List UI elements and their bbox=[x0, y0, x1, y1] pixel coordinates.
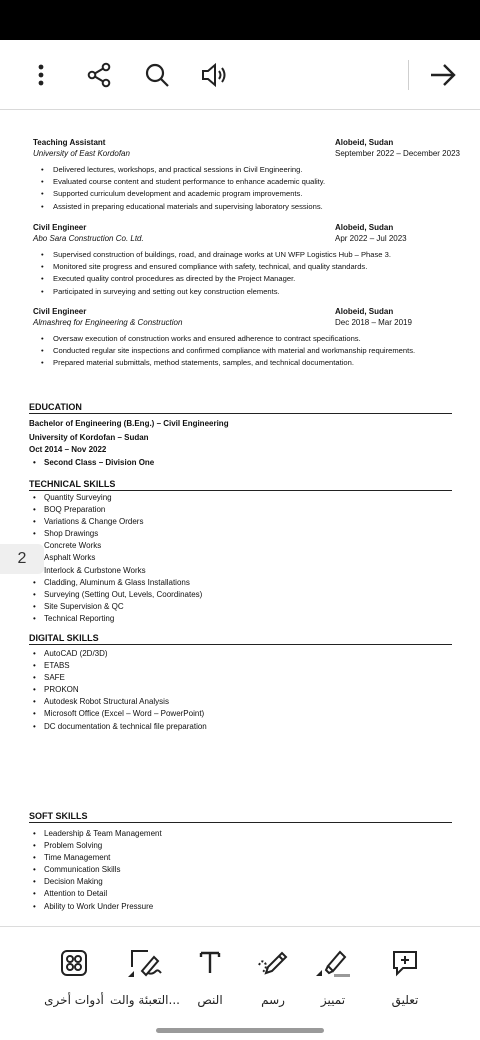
list-item: • Oversaw execution of construction works and ensured adherence to contract specifications. bbox=[33, 333, 433, 345]
list-item: • Communication Skills bbox=[29, 864, 449, 876]
list-item: • Monitored site progress and ensured compliance with safety, technical, and quality standards. bbox=[33, 261, 475, 273]
status-bar bbox=[0, 0, 480, 40]
list-item: • Autodesk Robot Structural Analysis bbox=[29, 696, 449, 708]
list-item: • Interlock & Curbstone Works bbox=[29, 565, 449, 577]
job-dates: Apr 2022 – Jul 2023 bbox=[335, 234, 407, 243]
list-item: • Site Supervision & QC bbox=[29, 601, 449, 613]
bottom-tool-bar bbox=[0, 926, 480, 1040]
section-heading-technical-skills: TECHNICAL SKILLS bbox=[29, 479, 452, 491]
share-icon[interactable] bbox=[82, 58, 116, 92]
more-vert-icon[interactable] bbox=[24, 58, 58, 92]
list-item: • Prepared material submittals, method statements, samples, and technical documentation. bbox=[33, 357, 433, 369]
more-tools[interactable] bbox=[34, 943, 114, 1007]
job-organization: Almashreq for Engineering & Construction bbox=[33, 318, 183, 327]
job-dates: September 2022 – December 2023 bbox=[335, 149, 460, 158]
list-item: • Delivered lectures, workshops, and practical sessions in Civil Engineering. bbox=[33, 164, 475, 176]
job-location: Alobeid, Sudan bbox=[335, 223, 394, 232]
list-item: • Assisted in preparing educational materials and supervising laboratory sessions. bbox=[33, 201, 475, 213]
list-item: • SAFE bbox=[29, 672, 449, 684]
tool-label: التعبئة والت... bbox=[110, 993, 180, 1007]
list-item: • BOQ Preparation bbox=[29, 504, 449, 516]
list-item: • Variations & Change Orders bbox=[29, 516, 449, 528]
education-dates: Oct 2014 – Nov 2022 bbox=[29, 445, 107, 454]
list-item: • AutoCAD (2D/3D) bbox=[29, 648, 449, 660]
top-toolbar bbox=[0, 40, 480, 110]
job-bullets bbox=[33, 249, 475, 298]
job-bullets bbox=[33, 333, 433, 370]
fill-sign-icon bbox=[105, 943, 185, 983]
list-item: • PROKON bbox=[29, 684, 449, 696]
forward-arrow-icon[interactable] bbox=[426, 58, 460, 92]
list-item: • Technical Reporting bbox=[29, 613, 449, 625]
comment-icon bbox=[365, 943, 445, 983]
list-item: • Problem Solving bbox=[29, 840, 449, 852]
more-tools-icon bbox=[34, 943, 114, 983]
tool-label: أدوات أخرى bbox=[44, 993, 104, 1007]
tool-label: تعليق bbox=[391, 993, 419, 1007]
section-heading-education: EDUCATION bbox=[29, 402, 452, 414]
job-organization: University of East Kordofan bbox=[33, 149, 130, 158]
list-item: • Ability to Work Under Pressure bbox=[29, 901, 449, 913]
list-item: • Conducted regular site inspections and confirmed compliance with material and workmanship requirements. bbox=[33, 345, 433, 357]
experience-entry bbox=[33, 138, 475, 213]
page-number-indicator[interactable]: 2 bbox=[0, 544, 44, 574]
education-university: University of Kordofan – Sudan bbox=[29, 433, 149, 442]
job-location: Alobeid, Sudan bbox=[335, 138, 394, 147]
list-item: • Quantity Surveying bbox=[29, 492, 449, 504]
list-item: • Microsoft Office (Excel – Word – PowerPoint) bbox=[29, 708, 449, 720]
technical-skills-list bbox=[29, 492, 449, 625]
job-title: Civil Engineer bbox=[33, 223, 87, 232]
tool-label: رسم bbox=[261, 993, 285, 1007]
education-degree: Bachelor of Engineering (B.Eng.) – Civil Engineering bbox=[29, 419, 229, 428]
education-honors-list bbox=[29, 457, 449, 469]
list-item: • Decision Making bbox=[29, 876, 449, 888]
tool-label: تمييز bbox=[320, 993, 346, 1007]
list-item: • Attention to Detail bbox=[29, 888, 449, 900]
read-aloud-icon[interactable] bbox=[198, 58, 232, 92]
list-item: • Supervised construction of buildings, road, and drainage works at UN WFP Logistics Hub – Phase 3. bbox=[33, 249, 475, 261]
tool-label: النص bbox=[197, 993, 223, 1007]
soft-skills-list bbox=[29, 828, 449, 913]
list-item: • Shop Drawings bbox=[29, 528, 449, 540]
job-bullets bbox=[33, 164, 475, 213]
section-heading-digital-skills: DIGITAL SKILLS bbox=[29, 633, 452, 645]
job-title: Teaching Assistant bbox=[33, 138, 106, 147]
list-item: • DC documentation & technical file preparation bbox=[29, 721, 449, 733]
comment-tool[interactable] bbox=[365, 943, 445, 1007]
job-organization: Abo Sara Construction Co. Ltd. bbox=[33, 234, 144, 243]
list-item: • Asphalt Works bbox=[29, 552, 449, 564]
section-heading-soft-skills: SOFT SKILLS bbox=[29, 811, 452, 823]
list-item: • Evaluated course content and student performance to enhance academic quality. bbox=[33, 176, 475, 188]
list-item: • ETABS bbox=[29, 660, 449, 672]
experience-entry bbox=[33, 223, 475, 298]
list-item: • Participated in surveying and setting out key construction elements. bbox=[33, 286, 475, 298]
list-item: • Second Class – Division One bbox=[29, 457, 449, 469]
search-icon[interactable] bbox=[140, 58, 174, 92]
digital-skills-list bbox=[29, 648, 449, 733]
home-indicator[interactable] bbox=[156, 1028, 324, 1033]
list-item: • Supported curriculum development and academic program improvements. bbox=[33, 188, 475, 200]
fill-sign-tool[interactable] bbox=[105, 943, 185, 1007]
toolbar-separator bbox=[408, 60, 409, 90]
job-location: Alobeid, Sudan bbox=[335, 307, 394, 316]
list-item: • Concrete Works bbox=[29, 540, 449, 552]
list-item: • Time Management bbox=[29, 852, 449, 864]
document-viewer[interactable] bbox=[0, 111, 480, 926]
experience-entry bbox=[33, 307, 475, 370]
list-item: • Leadership & Team Management bbox=[29, 828, 449, 840]
list-item: • Surveying (Setting Out, Levels, Coordinates) bbox=[29, 589, 449, 601]
list-item: • Executed quality control procedures as directed by the Project Manager. bbox=[33, 273, 475, 285]
job-title: Civil Engineer bbox=[33, 307, 87, 316]
list-item: • Cladding, Aluminum & Glass Installations bbox=[29, 577, 449, 589]
job-dates: Dec 2018 – Mar 2019 bbox=[335, 318, 412, 327]
